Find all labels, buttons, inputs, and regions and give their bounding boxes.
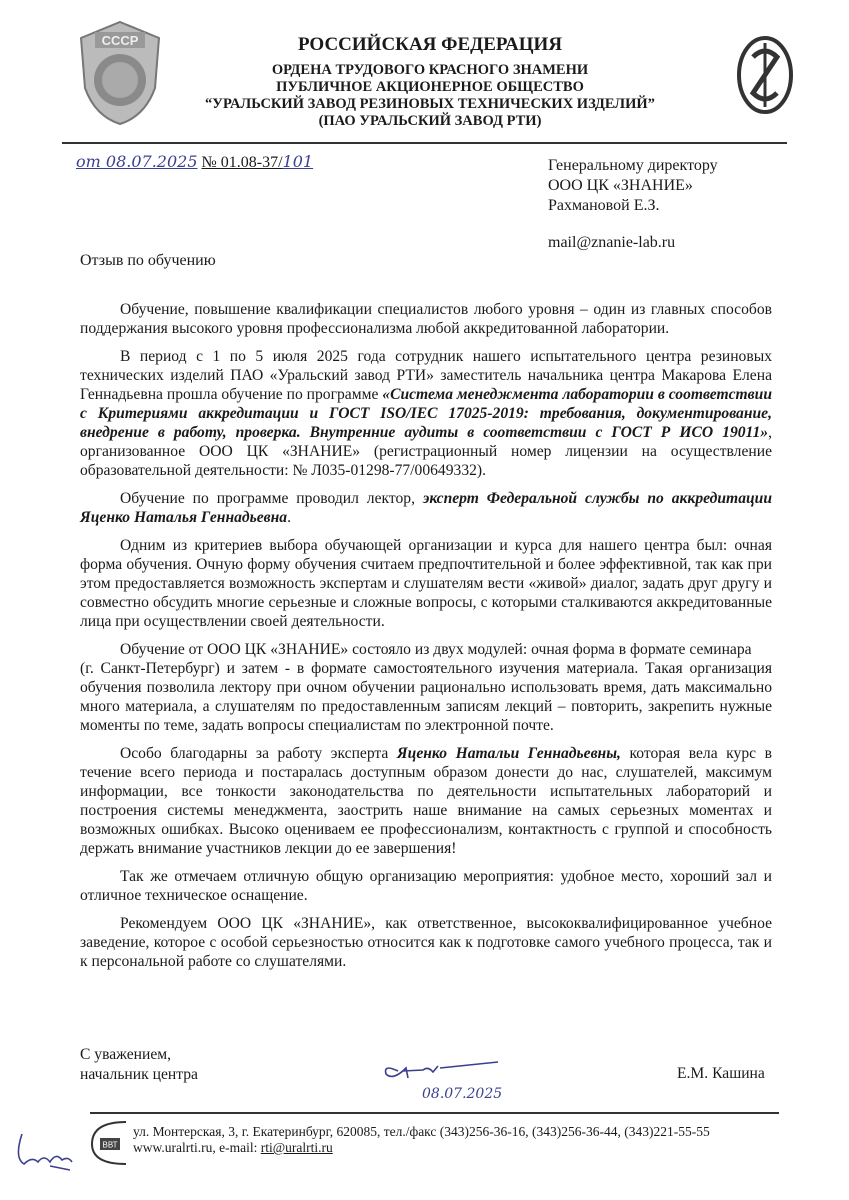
- body-paragraph: [80, 659, 772, 735]
- paragraph-text: Обучение от ООО ЦК «ЗНАНИЕ» состояло из двух модулей: очная форма в формате семинара: [120, 641, 752, 658]
- body-paragraph: [80, 347, 772, 480]
- body-paragraph: [80, 536, 772, 631]
- paragraph-text: Одним из критериев выбора обучающей организации и курса для нашего центра был: очная форма обучения. Очную форму обучения считаем предпочтительной и более эффективной, так как при этом предоставляется возможность экспертам и слушателям вести «живой» диалог, задать друг другу и совместно обсудить многие серьезные и сложные вопросы, с которыми сталкиваются аккредитованные лица при осуществлении своей деятельности.: [80, 537, 772, 630]
- paragraph-text: Обучение по программе проводил лектор,: [120, 490, 423, 507]
- subject: Отзыв по обучению: [80, 252, 216, 269]
- signer-name: Е.М. Кашина: [677, 1065, 765, 1082]
- footer-web: www.uralrti.ru, e-mail:: [133, 1140, 261, 1155]
- company-logo: [735, 35, 795, 115]
- letter-body: [80, 300, 772, 980]
- paragraph-text: Особо благодарны за работу эксперта: [120, 745, 397, 762]
- header-line: “УРАЛЬСКИЙ ЗАВОД РЕЗИНОВЫХ ТЕХНИЧЕСКИХ ИЗДЕЛИЙ”: [205, 96, 655, 112]
- paragraph-text: Рекомендуем ООО ЦК «ЗНАНИЕ», как ответственное, высококвалифицированное учебное заведение, которое с особой серьезностью относится как к подготовке самого учебного процесса, так и к персональной работе со слушателями.: [80, 915, 772, 970]
- footer-logo: [86, 1118, 134, 1171]
- addressee: [548, 156, 718, 216]
- footer-divider: [90, 1112, 779, 1114]
- body-paragraph: [80, 867, 772, 905]
- signature-date: 08.07.2025: [422, 1086, 503, 1102]
- body-paragraph: [80, 744, 772, 858]
- emphasized-text: «Система менеджмента лаборатории в соответствии с Критериями аккредитации и ГОСТ ISO/IEC 17025-2019: требования, документирование, внедрение в работу, проверка. Внутренние аудиты в соответствии с ГОСТ Р ИСО 19011»: [80, 386, 772, 441]
- body-paragraph: [80, 489, 772, 527]
- reference-line: [76, 152, 313, 172]
- paragraph-text: которая вела курс в течение всего периода и постаралась доступным образом донести до нас, слушателей, максимум информации, все тонкости законодательства по деятельности испытательных лабораторий и построения системы менеджмента, заострить наше внимание на самых серьезных моментах и возможных ошибках. Высоко оцениваем ее профессионализм, контактность с группой и способность держать внимание участников лекции до ее завершения!: [80, 745, 772, 857]
- addressee-line: Рахмановой Е.З.: [548, 197, 660, 214]
- header-line: (ПАО УРАЛЬСКИЙ ЗАВОД РТИ): [318, 113, 542, 129]
- addressee-line: Генеральному директору: [548, 157, 718, 174]
- body-paragraph: [80, 914, 772, 971]
- signature-block: [80, 1045, 198, 1085]
- paragraph-text: Так же отмечаем отличную общую организацию мероприятия: удобное место, хороший зал и отличное техническое оснащение.: [80, 868, 772, 904]
- footer-address: ул. Монтерская, 3, г. Екатеринбург, 620085, тел./факс (343)256-36-16, (343)256-36-44, (343)221-55-55: [133, 1124, 710, 1139]
- body-paragraph: [80, 300, 772, 338]
- footer-contacts: [133, 1140, 333, 1156]
- emphasized-text: Яценко Натальи Геннадьевны,: [396, 745, 621, 762]
- header-line: ОРДЕНА ТРУДОВОГО КРАСНОГО ЗНАМЕНИ: [271, 62, 589, 78]
- header-divider: [62, 142, 787, 144]
- closing: С уважением,: [80, 1046, 172, 1063]
- footer-email-link[interactable]: rti@uralrti.ru: [260, 1140, 333, 1155]
- header-country: РОССИЙСКАЯ ФЕДЕРАЦИЯ: [297, 34, 563, 55]
- initials-handwritten: [10, 1128, 80, 1178]
- body-paragraph: [80, 640, 772, 659]
- emphasized-text: эксперт Федеральной службы по аккредитации Яценко Наталья Геннадьевна: [80, 490, 773, 526]
- paragraph-text: (г. Санкт-Петербург) и затем - в формате самостоятельного изучения материала. Такая организация обучения позволила лектору при очном обучении рационально использовать время, дать максимально много материала, а слушателям по предоставленным записям лекций – повторить, закрепить нужные моменты по теме, задать вопросы специалистам по электронной почте.: [80, 660, 772, 734]
- reference-number: № 01.08-37/: [201, 154, 283, 171]
- paragraph-text: , организованное ООО ЦК «ЗНАНИЕ» (регистрационный номер лицензии на осуществление образовательной деятельности: № Л035-01298-77/00649332).: [80, 424, 772, 479]
- addressee-email: mail@znanie-lab.ru: [548, 234, 676, 251]
- paragraph-text: Обучение, повышение квалификации специалистов любого уровня – один из главных способов поддержания высокого уровня профессионализма любой аккредитованной лаборатории.: [80, 301, 772, 337]
- reference-date: от 08.07.2025: [76, 152, 198, 171]
- paragraph-text: .: [287, 509, 292, 526]
- header-line: ПУБЛИЧНОЕ АКЦИОНЕРНОЕ ОБЩЕСТВО: [276, 79, 584, 95]
- signer-position: начальник центра: [80, 1066, 198, 1083]
- addressee-line: ООО ЦК «ЗНАНИЕ»: [548, 177, 693, 194]
- paragraph-text: В период с 1 по 5 июля 2025 года сотрудник нашего испытательного центра резиновых технических изделий ПАО «Уральский завод РТИ» заместитель начальника центра Макарова Елена Геннадьевна прошла обучение по программе: [80, 348, 772, 403]
- footer-logo-text: ВВТ: [102, 1140, 118, 1150]
- reference-number-handwritten: 101: [282, 152, 314, 171]
- emblem-text: СССР: [101, 33, 139, 48]
